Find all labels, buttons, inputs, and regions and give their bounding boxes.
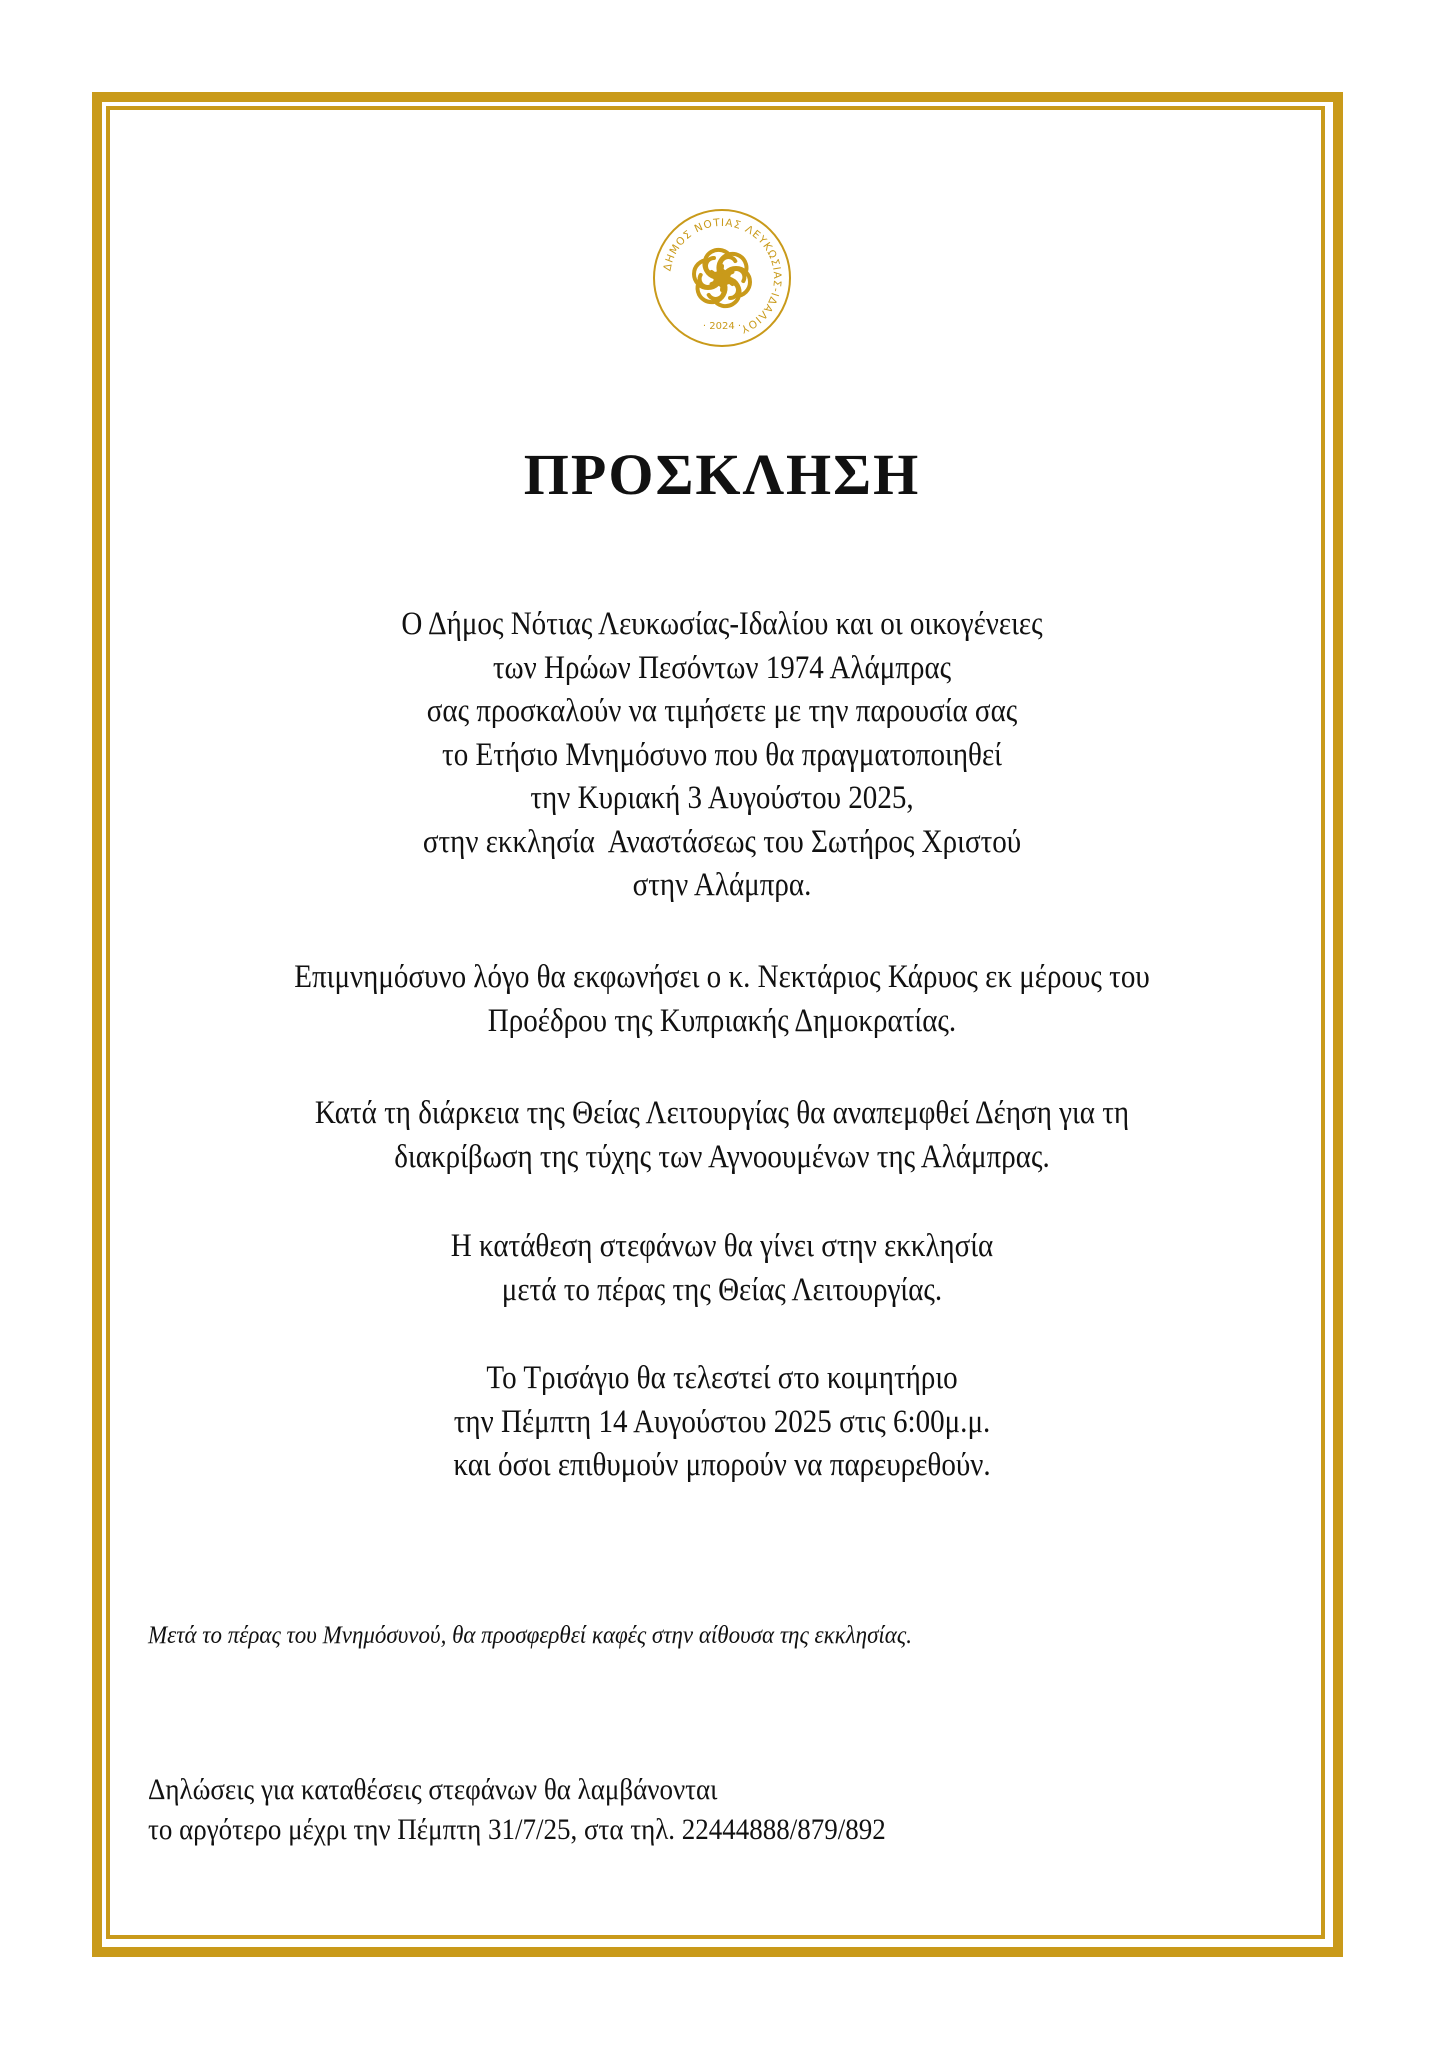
text-line: σας προσκαλούν να τιμήσετε με την παρουσία σας [426,693,1018,729]
text-line: των Ηρώων Πεσόντων 1974 Αλάμπρας [492,649,952,686]
swirl-emblem-icon [651,207,793,349]
text-line: Επιμνημόσυνο λόγο θα εκφωνήσει ο κ. Νεκτάριος Κάρυος εκ μέρους του [294,959,1150,995]
wreath-paragraph [87,1225,1358,1312]
text-line: την Πέμπτη 14 Αυγούστου 2025 στις 6:00μ.μ. [453,1403,991,1440]
text-line: Κατά τη διάρκεια της Θείας Λειτουργίας θα αναπεμφθεί Δέηση για τη [314,1095,1130,1131]
text-line: Το Τρισάγιο θα τελεστεί στο κοιμητήριο [486,1360,958,1396]
invitation-paragraph [87,603,1358,908]
text-line: Ο Δήμος Νότιας Λευκωσίας-Ιδαλίου και οι οικογένειες [401,606,1043,642]
text-line: Προέδρου της Κυπριακής Δημοκρατίας. [487,1002,957,1039]
trisagion-paragraph [87,1357,1358,1488]
coffee-note: Μετά το πέρας του Μνημόσυνού, θα προσφερθεί καφές στην αίθουσα της εκκλησίας. [148,1622,912,1649]
municipality-logo [651,207,793,349]
declarations-block [148,1770,886,1850]
speech-paragraph [87,956,1358,1043]
text-line: και όσοι επιθυμούν μπορούν να παρευρεθούν. [453,1447,991,1483]
text-line: μετά το πέρας της Θείας Λειτουργίας. [501,1271,943,1308]
text-line: διακρίβωση της τύχης των Αγνοουμένων της Αλάμπρας. [394,1138,1050,1175]
text-line: την Κυριακή 3 Αυγούστου 2025, [530,780,914,816]
text-line: το αργότερο μέχρι την Πέμπτη 31/7/25, στα τηλ. 22444888/879/892 [148,1813,886,1846]
text-line: στην εκκλησία Αναστάσεως του Σωτήρος Χριστού [422,823,1022,860]
page-title: ΠΡΟΣΚΛΗΣΗ [523,442,921,507]
text-line: Η κατάθεση στεφάνων θα γίνει στην εκκλησία [450,1228,994,1264]
text-line: Δηλώσεις για καταθέσεις στεφάνων θα λαμβάνονται [148,1773,718,1806]
svg-text:· 2024 ·: · 2024 · [702,321,742,332]
svg-text:ΔΗΜΟΣ ΝΟΤΙΑΣ ΛΕΥΚΩΣΙΑΣ-ΙΔΑΛΙΟΥ: ΔΗΜΟΣ ΝΟΤΙΑΣ ΛΕΥΚΩΣΙΑΣ-ΙΔΑΛΙΟΥ [661,216,784,336]
text-line: στην Αλάμπρα. [632,867,812,903]
liturgy-paragraph [87,1092,1358,1179]
text-line: το Ετήσιο Μνημόσυνο που θα πραγματοποιηθεί [442,736,1002,773]
